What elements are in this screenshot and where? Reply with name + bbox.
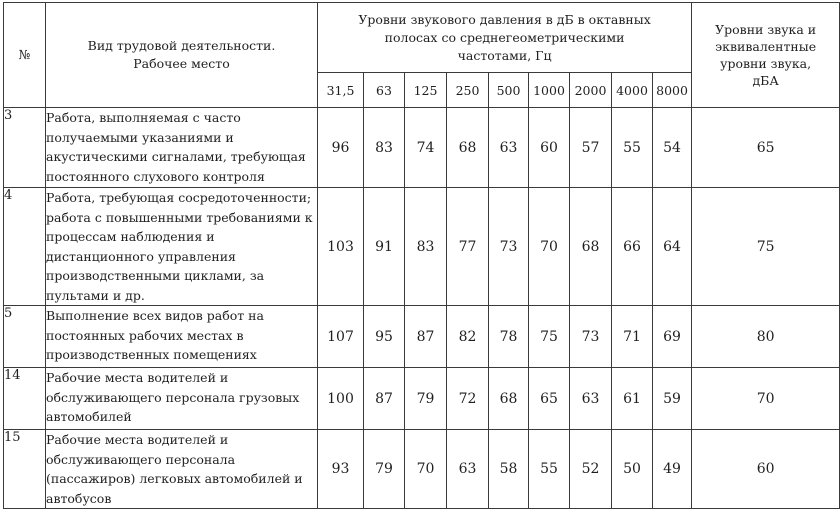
frequency-header: 1000	[529, 73, 570, 108]
row-number: 5	[4, 306, 46, 368]
value-cell: 87	[364, 368, 405, 430]
value-cell: 71	[612, 306, 653, 368]
row-activity: Рабочие места водителей и обслуживающего персонала грузовых автомобилей	[46, 368, 318, 430]
value-cell: 61	[612, 368, 653, 430]
value-cell: 96	[318, 108, 364, 188]
value-cell: 70	[405, 430, 447, 509]
value-cell: 75	[529, 306, 570, 368]
value-cell: 55	[612, 108, 653, 188]
row-number: 4	[4, 188, 46, 306]
value-cell: 59	[653, 368, 692, 430]
row-number: 15	[4, 430, 46, 509]
value-cell: 50	[612, 430, 653, 509]
total-level-cell: 80	[692, 306, 840, 368]
value-cell: 79	[405, 368, 447, 430]
value-cell: 66	[612, 188, 653, 306]
value-cell: 87	[405, 306, 447, 368]
value-cell: 55	[529, 430, 570, 509]
frequency-header: 125	[405, 73, 447, 108]
value-cell: 77	[447, 188, 489, 306]
value-cell: 72	[447, 368, 489, 430]
value-cell: 64	[653, 188, 692, 306]
noise-standards-table-wrapper	[3, 2, 817, 506]
frequency-header: 4000	[612, 73, 653, 108]
value-cell: 103	[318, 188, 364, 306]
frequency-header: 500	[489, 73, 529, 108]
frequency-header: 2000	[570, 73, 612, 108]
value-cell: 83	[405, 188, 447, 306]
header-activity: Вид трудовой деятельности. Рабочее место	[46, 3, 318, 108]
noise-standards-table	[3, 2, 840, 509]
value-cell: 68	[489, 368, 529, 430]
value-cell: 54	[653, 108, 692, 188]
value-cell: 78	[489, 306, 529, 368]
header-number: №	[4, 3, 46, 108]
row-activity: Выполнение всех видов работ на постоянных рабочих местах в производственных помещениях	[46, 306, 318, 368]
value-cell: 69	[653, 306, 692, 368]
row-number: 3	[4, 108, 46, 188]
row-activity: Рабочие места водителей и обслуживающего персонала (пассажиров) легковых автомобилей и автобусов	[46, 430, 318, 509]
value-cell: 74	[405, 108, 447, 188]
frequency-header: 63	[364, 73, 405, 108]
value-cell: 63	[570, 368, 612, 430]
row-activity: Работа, требующая сосредоточенности; работа с повышенными требованиями к процессам наблюдения и дистанционного управления производственными циклами, за пультами и др.	[46, 188, 318, 306]
value-cell: 93	[318, 430, 364, 509]
header-sound-pressure-levels: Уровни звукового давления в дБ в октавных полосах со среднегеометрическими частотами, Гц	[318, 3, 692, 73]
frequency-header: 31,5	[318, 73, 364, 108]
frequency-header: 250	[447, 73, 489, 108]
value-cell: 60	[529, 108, 570, 188]
value-cell: 68	[570, 188, 612, 306]
value-cell: 49	[653, 430, 692, 509]
table-row	[4, 430, 840, 509]
header-total-level: Уровни звука и эквивалентные уровни звука, дБА	[692, 3, 840, 108]
total-level-cell: 70	[692, 368, 840, 430]
value-cell: 82	[447, 306, 489, 368]
value-cell: 58	[489, 430, 529, 509]
value-cell: 73	[570, 306, 612, 368]
total-level-cell: 65	[692, 108, 840, 188]
value-cell: 95	[364, 306, 405, 368]
value-cell: 52	[570, 430, 612, 509]
frequency-header: 8000	[653, 73, 692, 108]
value-cell: 83	[364, 108, 405, 188]
value-cell: 107	[318, 306, 364, 368]
row-activity: Работа, выполняемая с часто получаемыми указаниями и акустическими сигналами, требующая постоянного слухового контроля	[46, 108, 318, 188]
total-level-cell: 60	[692, 430, 840, 509]
table-row	[4, 306, 840, 368]
value-cell: 79	[364, 430, 405, 509]
value-cell: 57	[570, 108, 612, 188]
value-cell: 68	[447, 108, 489, 188]
table-row	[4, 108, 840, 188]
header-row-top	[4, 3, 840, 73]
value-cell: 70	[529, 188, 570, 306]
value-cell: 63	[447, 430, 489, 509]
value-cell: 100	[318, 368, 364, 430]
row-number: 14	[4, 368, 46, 430]
table-row	[4, 368, 840, 430]
value-cell: 91	[364, 188, 405, 306]
table-row	[4, 188, 840, 306]
value-cell: 65	[529, 368, 570, 430]
total-level-cell: 75	[692, 188, 840, 306]
value-cell: 63	[489, 108, 529, 188]
value-cell: 73	[489, 188, 529, 306]
